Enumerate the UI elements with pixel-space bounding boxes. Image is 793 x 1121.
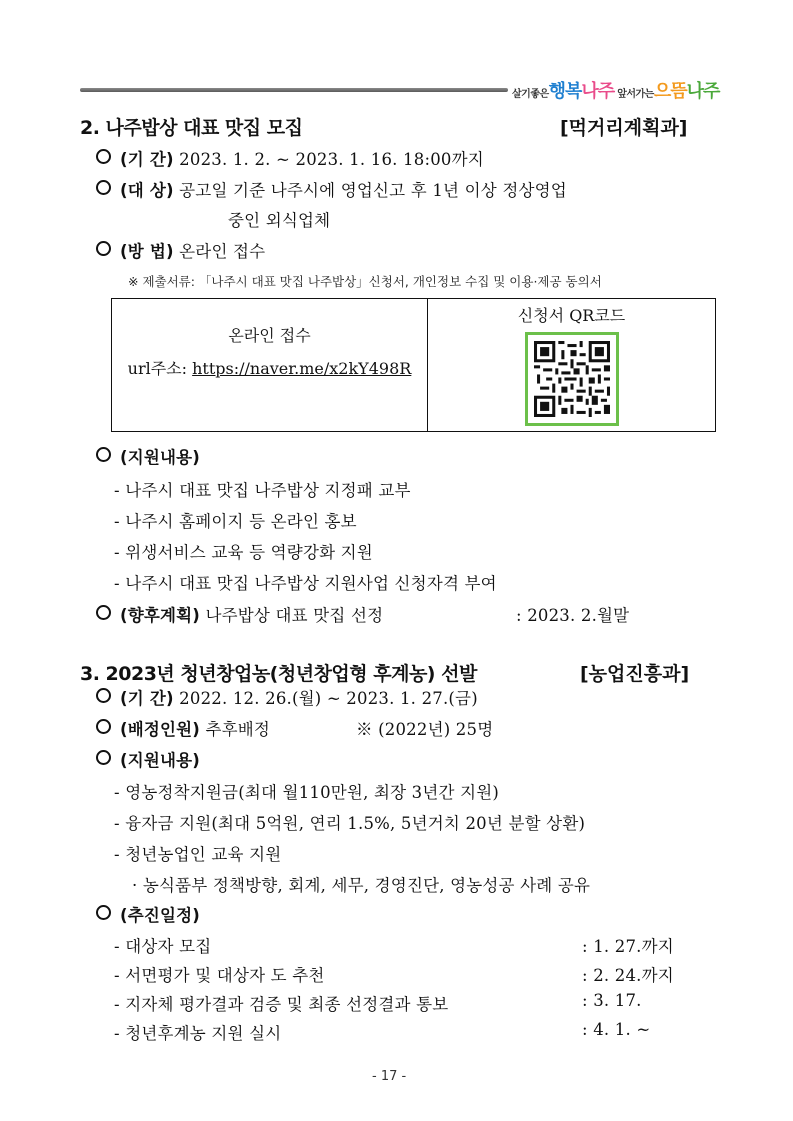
bullet-circle-icon (96, 605, 111, 620)
bullet-circle-icon (96, 750, 111, 765)
section-2-dept: [먹거리계획과] (560, 117, 688, 139)
header-rule (80, 88, 508, 92)
list-item: - 나주시 대표 맛집 나주밥상 지원사업 신청자격 부여 (114, 574, 497, 593)
sec3-schedule-label: (추진일정) (96, 902, 200, 926)
list-sub-item: · 농식품부 정책방향, 회계, 세무, 경영진단, 영농성공 사례 공유 (132, 876, 591, 895)
sec2-support-label: (지원내용) (96, 444, 200, 468)
schedule-item: - 청년후계농 지원 실시 (114, 1024, 282, 1043)
online-submit-box (111, 298, 716, 432)
qr-code-frame[interactable] (525, 332, 619, 426)
bullet-circle-icon (96, 719, 111, 734)
sec2-plan-date: : 2023. 2.월말 (516, 606, 630, 625)
sec2-plan: (향후계획) 나주밥상 대표 맛집 선정 (96, 602, 383, 626)
schedule-item: - 대상자 모집 (114, 937, 212, 956)
bullet-circle-icon (96, 905, 111, 920)
list-item: - 청년농업인 교육 지원 (114, 845, 282, 864)
sec2-target: (대 상) 공고일 기준 나주시에 영업신고 후 1년 이상 정상영업 (96, 177, 567, 201)
bullet-circle-icon (96, 149, 111, 164)
schedule-item: - 서면평가 및 대상자 도 추천 (114, 966, 325, 985)
sec3-support-label: (지원내용) (96, 747, 200, 771)
list-item: - 나주시 홈페이지 등 온라인 홍보 (114, 512, 357, 531)
page-number: - 17 - (372, 1069, 407, 1084)
online-submit-title: 온라인 접수 (228, 326, 311, 345)
qr-title: 신청서 QR코드 (517, 306, 626, 325)
list-item: - 나주시 대표 맛집 나주밥상 지정패 교부 (114, 481, 411, 500)
list-item: - 영농정착지원금(최대 월110만원, 최장 3년간 지원) (114, 783, 500, 802)
list-item: - 위생서비스 교육 등 역량강화 지원 (114, 543, 373, 562)
url-label: url주소: (127, 359, 188, 378)
schedule-date: : 1. 27.까지 (582, 937, 674, 956)
sec3-alloc-note: ※ (2022년) 25명 (356, 720, 494, 739)
url-row (113, 356, 426, 379)
qr-cell (428, 299, 716, 432)
section-3-dept: [농업진흥과] (580, 663, 690, 685)
bullet-circle-icon (96, 447, 111, 462)
schedule-item: - 지자체 평가결과 검증 및 최종 선정결과 통보 (114, 995, 449, 1014)
list-item: - 융자금 지원(최대 5억원, 연리 1.5%, 5년거치 20년 분할 상환) (114, 814, 586, 833)
schedule-date: : 3. 17. (582, 991, 642, 1010)
sec2-target-cont: 중인 외식업체 (228, 211, 331, 230)
bullet-circle-icon (96, 241, 111, 256)
schedule-date: : 2. 24.까지 (582, 966, 674, 985)
sec3-alloc: (배정인원) 추후배정 (96, 716, 270, 740)
bullet-circle-icon (96, 688, 111, 703)
section-2-title: 2. 나주밥상 대표 맛집 모집 (80, 117, 303, 139)
qr-code-icon (534, 341, 610, 417)
bullet-circle-icon (96, 180, 111, 195)
sec2-period: (기 간) 2023. 1. 2. ~ 2023. 1. 16. 18:00까지 (96, 146, 484, 170)
header-slogan: 살기좋은행복나주 앞서가는으뜸나주 (512, 81, 720, 102)
section-3-title: 3. 2023년 청년창업농(청년창업형 후계농) 선발 (80, 663, 477, 685)
url-link[interactable]: https://naver.me/x2kY498R (192, 359, 412, 378)
sec2-note: ※ 제출서류: 「나주시 대표 맛집 나주밥상」신청서, 개인정보 수집 및 이용·제공 동의서 (128, 274, 602, 289)
sec2-method: (방 법) 온라인 접수 (96, 238, 265, 262)
schedule-date: : 4. 1. ~ (582, 1020, 651, 1039)
sec3-period: (기 간) 2022. 12. 26.(월) ~ 2023. 1. 27.(금) (96, 685, 478, 709)
online-submit-cell (112, 299, 428, 432)
